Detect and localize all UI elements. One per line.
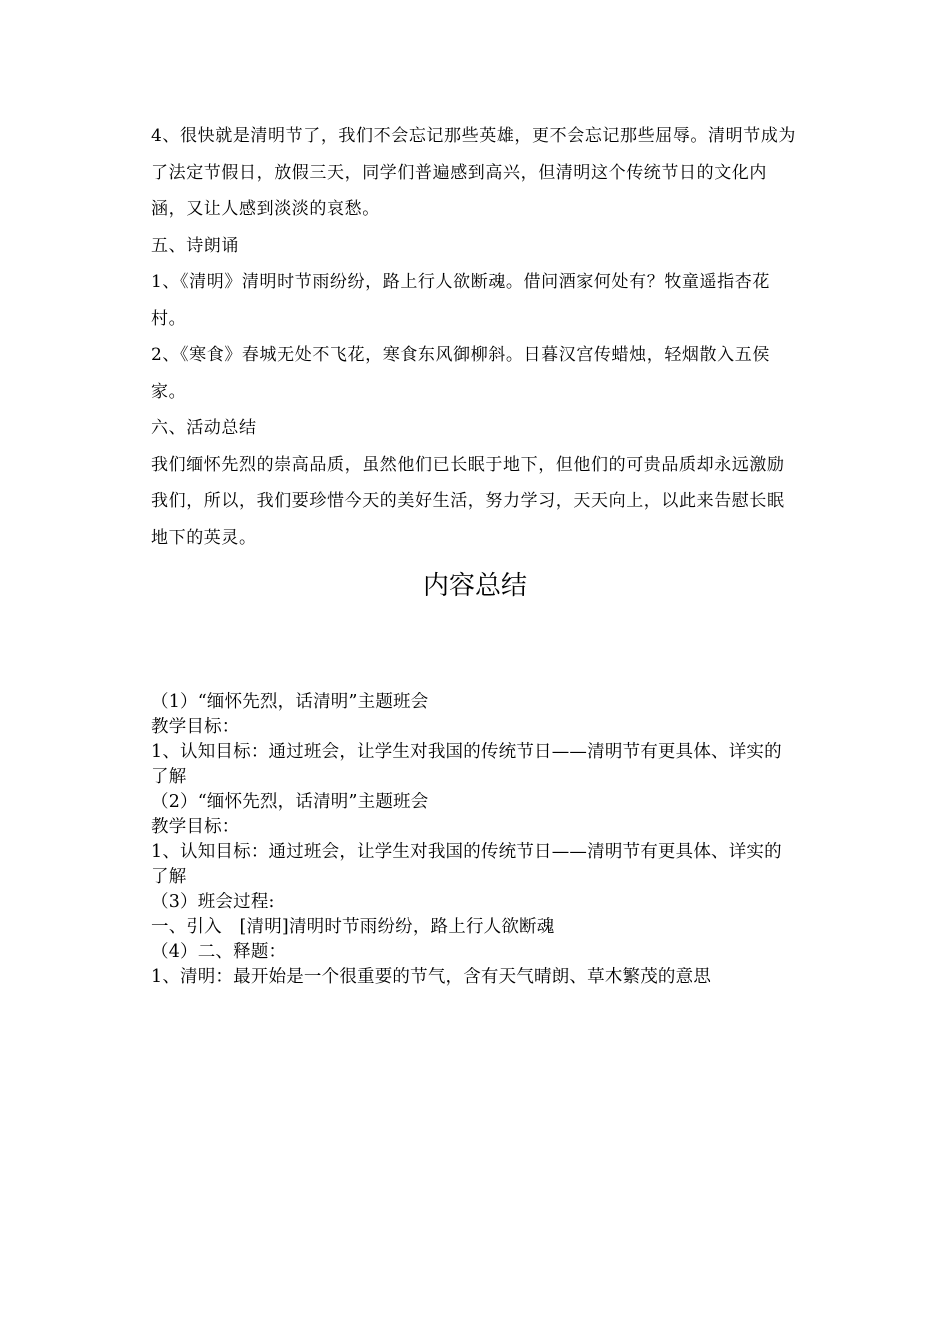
page-title: 内容总结 xyxy=(422,571,527,601)
summary-line: 1、认知目标：通过班会，让学生对我国的传统节日——清明节有更具体、详实的了解 xyxy=(151,742,782,787)
paragraph-item-4: 4、很快就是清明节了，我们不会忘记那些英雄，更不会忘记那些屈辱。清明节成为了法定节假日，放假三天，同学们普遍感到高兴，但清明这个传统节日的文化内涵，又让人感到淡淡的哀愁。 xyxy=(151,126,797,219)
body-section xyxy=(151,118,796,556)
heading-activity-summary: 六、活动总结 xyxy=(151,418,257,438)
summary-line: （4）二、释题： xyxy=(151,942,287,962)
poem-hanshi: 2、《寒食》春城无处不飞花，寒食东风御柳斜。日暮汉宫传蜡烛，轻烟散入五侯家。 xyxy=(151,345,770,402)
summary-line: （2）“缅怀先烈，话清明”主题班会 xyxy=(151,792,429,812)
summary-line: 教学目标： xyxy=(151,817,240,837)
paragraph-activity-summary: 我们缅怀先烈的崇高品质，虽然他们已长眠于地下，但他们的可贵品质却永远激励我们，所以，我们要珍惜今天的美好生活，努力学习，天天向上，以此来告慰长眠地下的英灵。 xyxy=(151,454,785,548)
heading-poem-recital: 五、诗朗诵 xyxy=(151,235,239,256)
poem-qingming: 1、《清明》清明时节雨纷纷，路上行人欲断魂。借问酒家何处有？牧童遥指杏花村。 xyxy=(151,272,770,329)
summary-line: 教学目标： xyxy=(151,717,240,737)
content-summary xyxy=(151,690,796,990)
summary-line: 1、清明：最开始是一个很重要的节气，含有天气晴朗、草木繁茂的意思 xyxy=(151,967,712,987)
summary-line: 一、引入 [清明]清明时节雨纷纷，路上行人欲断魂 xyxy=(151,917,555,937)
summary-line: 1、认知目标：通过班会，让学生对我国的传统节日——清明节有更具体、详实的了解 xyxy=(151,842,782,887)
summary-line: （1）“缅怀先烈，话清明”主题班会 xyxy=(151,692,429,712)
summary-line: （3）班会过程: xyxy=(151,892,275,912)
